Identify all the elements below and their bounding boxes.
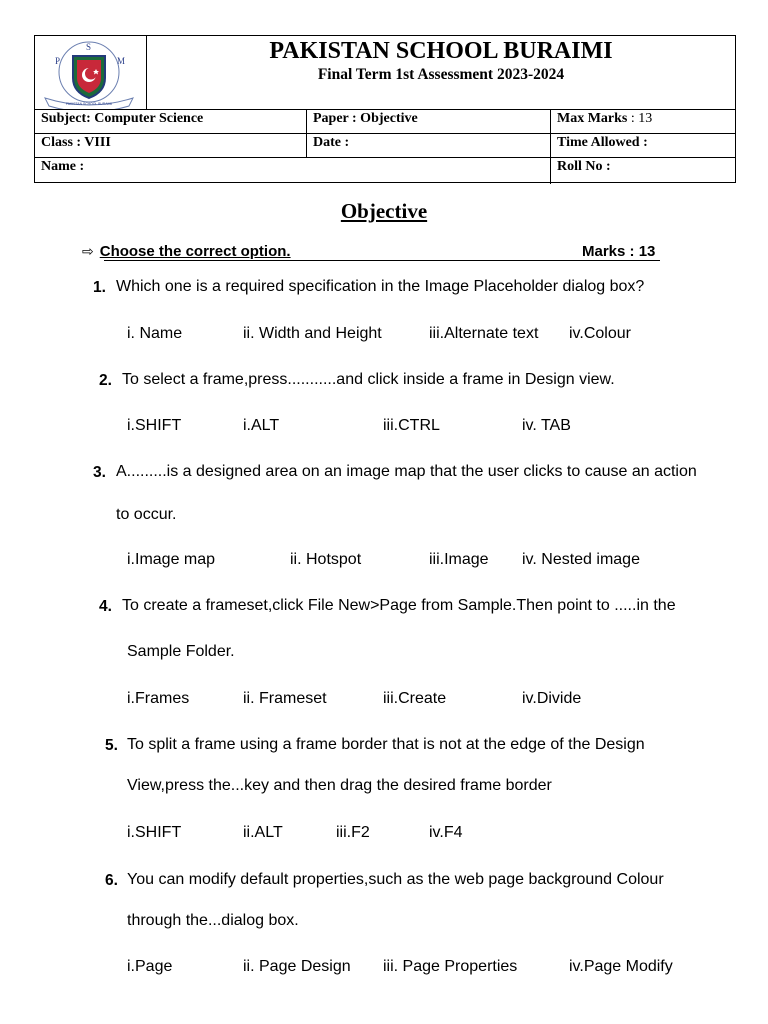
question-text: You can modify default properties,such as the web page background Colour — [127, 871, 664, 888]
option: iii.F2 — [336, 824, 370, 841]
header-row-name — [35, 157, 735, 184]
question-text: To select a frame,press...........and click inside a frame in Design view. — [122, 371, 615, 388]
question-number: 6. — [105, 872, 118, 889]
option: i. Name — [127, 325, 183, 342]
option: iii.Image — [429, 551, 489, 568]
logo-cell — [35, 36, 147, 110]
option: iii.Alternate text — [429, 325, 539, 342]
instruction-underline — [104, 260, 660, 261]
option: i.SHIFT — [127, 417, 182, 434]
header-box — [34, 35, 736, 183]
option: iv.F4 — [429, 824, 463, 841]
option: iv.Divide — [522, 690, 582, 707]
option: i.ALT — [243, 417, 280, 434]
option: iii.CTRL — [383, 417, 440, 434]
question-text: A.........is a designed area on an image map that the user clicks to cause an action — [116, 463, 697, 480]
option: ii. Frameset — [243, 690, 327, 707]
option: iv.Page Modify — [569, 958, 673, 975]
date-field: Date : — [306, 134, 550, 158]
question-text: To create a frameset,click File New>Page from Sample.Then point to .....in the — [122, 597, 676, 614]
arrow-right-outline-icon: ⇨ — [82, 243, 94, 259]
option: i.Image map — [127, 551, 216, 568]
question-text: Which one is a required specification in the Image Placeholder dialog box? — [116, 278, 645, 295]
option: iv. Nested image — [522, 551, 640, 568]
question-text-continued: Sample Folder. — [127, 643, 235, 660]
question-number: 4. — [99, 598, 112, 615]
option: ii. Width and Height — [243, 325, 382, 342]
question-number: 3. — [93, 464, 106, 481]
max-marks-value: : 13 — [630, 111, 653, 126]
class-field: Class : VIII — [41, 135, 111, 150]
option: iv.Colour — [569, 325, 631, 342]
roll-no-field: Roll No : — [550, 158, 735, 184]
option: ii. Hotspot — [290, 551, 362, 568]
option: i.Frames — [127, 690, 190, 707]
question-text-continued: to occur. — [116, 506, 177, 523]
exam-subtitle: Final Term 1st Assessment 2023-2024 — [317, 66, 565, 83]
option: iv. TAB — [522, 417, 571, 434]
section-heading: Objective — [340, 199, 428, 223]
option: iii.Create — [383, 690, 447, 707]
name-field: Name : — [41, 159, 85, 174]
max-marks-field — [550, 110, 735, 134]
option: i.Page — [127, 958, 173, 975]
logo-letter-p: P — [55, 56, 61, 66]
subject-field: Subject: Computer Science — [41, 111, 204, 126]
header-row-subject — [35, 109, 735, 134]
question-number: 2. — [99, 372, 112, 389]
paper-field: Paper : Objective — [306, 110, 550, 134]
section-marks: Marks : 13 — [582, 243, 656, 260]
logo-letter-m: M — [117, 56, 126, 66]
instruction-text: Choose the correct option. — [99, 243, 291, 260]
time-allowed-field: Time Allowed : — [550, 134, 735, 158]
option: iii. Page Properties — [383, 958, 518, 975]
question-text: To split a frame using a frame border that is not at the edge of the Design — [127, 736, 645, 753]
option: i.SHIFT — [127, 824, 182, 841]
option: ii.ALT — [243, 824, 283, 841]
header-row-class — [35, 133, 735, 158]
question-text-continued: through the...dialog box. — [127, 912, 299, 929]
school-crest-icon — [39, 38, 139, 110]
question-number: 5. — [105, 737, 118, 754]
logo-letter-s: S — [86, 42, 92, 52]
school-title: PAKISTAN SCHOOL BURAIMI — [269, 38, 613, 64]
option: ii. Page Design — [243, 958, 351, 975]
max-marks-label: Max Marks — [557, 111, 628, 126]
instruction-line — [82, 243, 291, 260]
question-number: 1. — [93, 279, 106, 296]
logo-ribbon-text: PAKISTAN SCHOOL BURAIMI — [65, 102, 113, 106]
question-text-continued: View,press the...key and then drag the desired frame border — [127, 777, 552, 794]
